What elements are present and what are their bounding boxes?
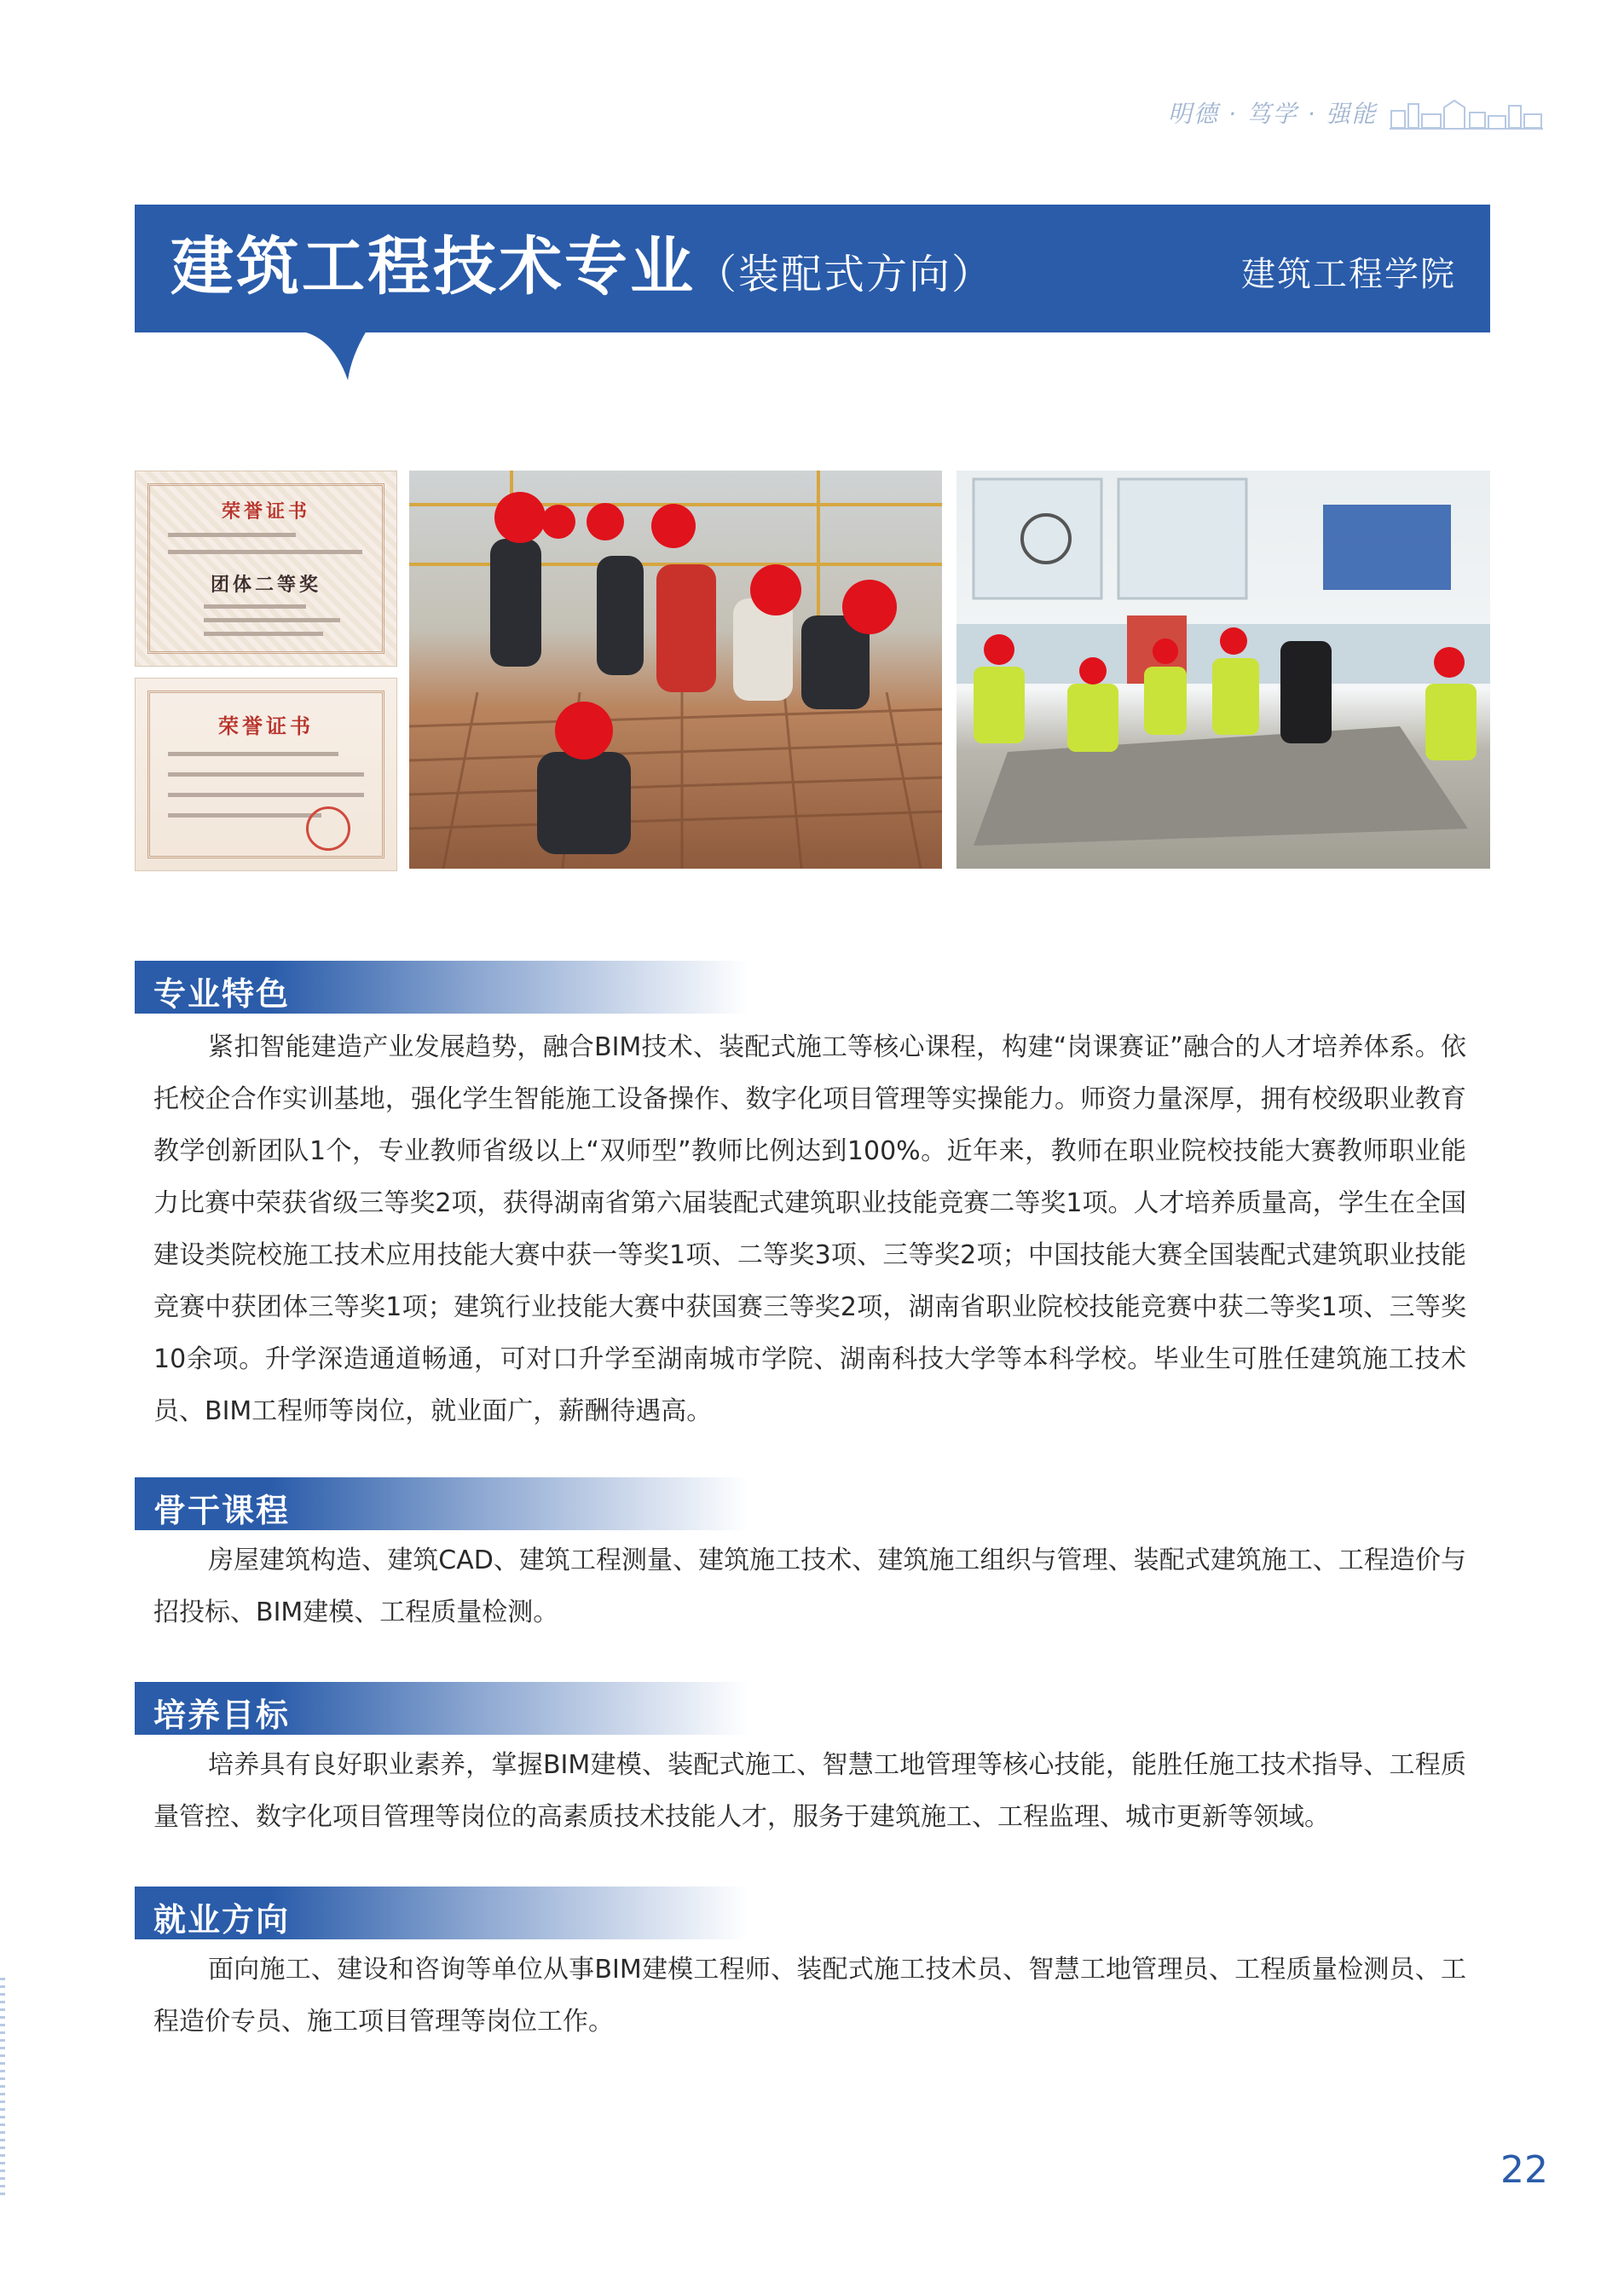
college-name: 建筑工程学院 bbox=[1241, 255, 1456, 294]
decorative-dots bbox=[0, 1978, 5, 2199]
section-heading-careers bbox=[135, 1887, 748, 1939]
section-text-courses: 房屋建筑构造、建筑CAD、建筑工程测量、建筑施工技术、建筑施工组织与管理、装配式建筑施工、工程造价与招投标、BIM建模、工程质量检测。 bbox=[153, 1546, 1466, 1627]
certificate-title: 荣誉证书 bbox=[221, 501, 310, 523]
certificate-photo-2 bbox=[135, 678, 397, 871]
section-heading-goals bbox=[135, 1682, 748, 1735]
certificate-text-line bbox=[168, 772, 364, 777]
section-heading-label: 骨干课程 bbox=[153, 1492, 291, 1529]
banner-pointer bbox=[298, 331, 367, 382]
page-number: 22 bbox=[1500, 2148, 1548, 2192]
certificate-text-line bbox=[168, 533, 296, 537]
certificate-text-line bbox=[168, 813, 321, 818]
section-heading-label: 专业特色 bbox=[153, 975, 291, 1013]
campus-skyline-icon bbox=[1390, 99, 1543, 130]
certificate-text-line bbox=[168, 793, 364, 797]
title-banner bbox=[135, 205, 1490, 332]
certificate-text-line bbox=[168, 752, 338, 756]
certificate-title: 荣誉证书 bbox=[218, 714, 314, 738]
rebar-mesh-illustration bbox=[409, 471, 942, 869]
section-heading-features bbox=[135, 961, 748, 1014]
certificate-text-line bbox=[168, 550, 362, 554]
section-heading-label: 就业方向 bbox=[153, 1901, 291, 1939]
section-heading-label: 培养目标 bbox=[153, 1696, 291, 1734]
section-text-features: 紧扣智能建造产业发展趋势，融合BIM技术、装配式施工等核心课程，构建“岗课赛证”融合的人才培养体系。依托校企合作实训基地，强化学生智能施工设备操作、数字化项目管理等实操能力。师资力量深厚，拥有校级职业教育教学创新团队1个，专业教师省级以上“双师型”教师比例达到100%。近年来，教师在职业院校技能大赛教师职业能力比赛中荣获省级三等奖2项，获得湖南省第六届装配式建筑职业技能竞赛二等奖1项。人才培养质量高，学生在全国建设类院校施工技术应用技能大赛中获一等奖1项、二等奖3项、三等奖2项；中国技能大赛全国装配式建筑职业技能竞赛中获团体三等奖1项；建筑行业技能大赛中获国赛三等奖2项，湖南省职业院校技能竞赛中获二等奖1项、三等奖10余项。升学深造通道畅通，可对口升学至湖南城市学院、湖南科技大学等本科学校。毕业生可胜任建筑施工技术员、BIM工程师等岗位，就业面广，薪酬待遇高。 bbox=[153, 1032, 1466, 1426]
training-room-photo bbox=[956, 471, 1490, 869]
certificate-award: 团体二等奖 bbox=[210, 575, 321, 596]
section-text-careers: 面向施工、建设和咨询等单位从事BIM建模工程师、装配式施工技术员、智慧工地管理员、工程质量检测员、工程造价专员、施工项目管理等岗位工作。 bbox=[153, 1955, 1466, 2037]
section-heading-courses bbox=[135, 1477, 748, 1530]
section-text-goals: 培养具有良好职业素养，掌握BIM建模、装配式施工、智慧工地管理等核心技能，能胜任施工技术指导、工程质量管控、数字化项目管理等岗位的高素质技术技能人才，服务于建筑施工、工程监理、城市更新等领域。 bbox=[153, 1750, 1466, 1832]
certificate-text-line bbox=[204, 632, 323, 636]
red-seal bbox=[306, 806, 350, 851]
page-title bbox=[170, 228, 994, 313]
certificate-text-line bbox=[204, 604, 306, 609]
program-name: 建筑工程技术专业 bbox=[170, 230, 696, 303]
construction-site-photo bbox=[409, 471, 942, 869]
certificate-text-line bbox=[204, 618, 340, 622]
school-motto: 明德 · 笃学 · 强能 bbox=[1168, 100, 1378, 128]
certificate-photo-1 bbox=[135, 471, 397, 667]
training-room-illustration bbox=[956, 471, 1490, 869]
program-subtitle: （装配式方向） bbox=[696, 251, 995, 298]
